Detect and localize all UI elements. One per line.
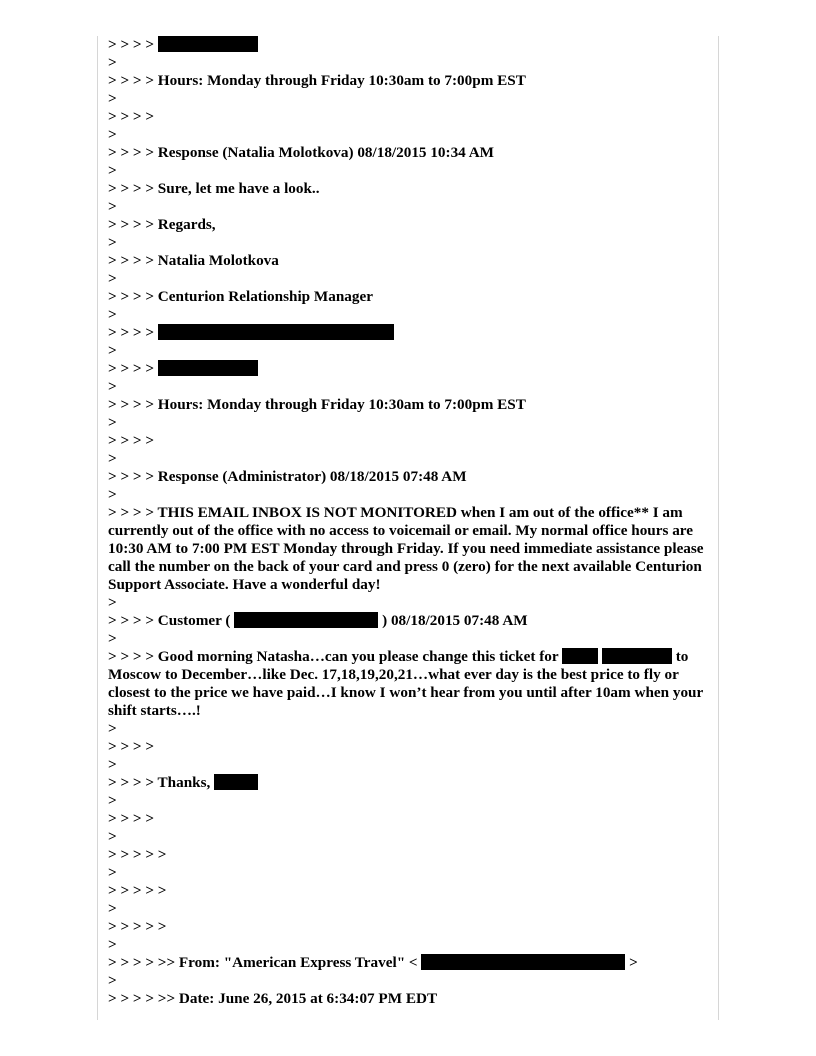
- redaction-box: [234, 612, 378, 628]
- quoted-text: > > > > Thanks,: [108, 774, 211, 791]
- redaction-box: [158, 360, 258, 376]
- hours-line: > > > > Hours: Monday through Friday 10:30am to 7:00pm EST: [108, 72, 526, 89]
- quoted-line: >: [108, 756, 117, 773]
- quoted-line: [108, 36, 712, 54]
- quoted-line: > > > >: [108, 432, 155, 449]
- quoted-line: > > > > >: [108, 846, 167, 863]
- quoted-text: > > > > Good morning Natasha…can you please change this ticket for: [108, 648, 559, 665]
- message-line: > > > > Sure, let me have a look..: [108, 180, 320, 197]
- message-line: > > > > Regards,: [108, 216, 216, 233]
- response-header: > > > > Response (Administrator) 08/18/2015 07:48 AM: [108, 468, 467, 485]
- quoted-line: >: [108, 936, 117, 953]
- redaction-box: [562, 648, 598, 664]
- quoted-line: >: [108, 828, 117, 845]
- quoted-text: > > > >: [108, 360, 155, 377]
- quoted-line: >: [108, 720, 117, 737]
- quoted-line: >: [108, 234, 117, 251]
- quoted-text: > > > >: [108, 36, 155, 53]
- quoted-line: >: [108, 864, 117, 881]
- customer-header: [108, 612, 712, 630]
- from-header: [108, 954, 712, 972]
- quoted-line: >: [108, 630, 117, 647]
- quoted-line: >: [108, 90, 117, 107]
- quoted-line: >: [108, 900, 117, 917]
- quoted-text: > > > >: [108, 324, 155, 341]
- email-thread-document: [108, 36, 712, 1008]
- quoted-line: > > > > >: [108, 882, 167, 899]
- hours-line: > > > > Hours: Monday through Friday 10:30am to 7:00pm EST: [108, 396, 526, 413]
- quoted-line: >: [108, 972, 117, 989]
- page-border-left: [97, 36, 98, 1020]
- quoted-line: >: [108, 162, 117, 179]
- quoted-line: >: [108, 54, 117, 71]
- quoted-line: >: [108, 486, 117, 503]
- quoted-line: [108, 360, 712, 378]
- quoted-line: > > > > >: [108, 918, 167, 935]
- quoted-line: >: [108, 198, 117, 215]
- quoted-line: >: [108, 306, 117, 323]
- quoted-line: >: [108, 414, 117, 431]
- quoted-line: >: [108, 594, 117, 611]
- quoted-text: ) 08/18/2015 07:48 AM: [382, 612, 528, 629]
- quoted-line: >: [108, 450, 117, 467]
- quoted-line: >: [108, 792, 117, 809]
- signature-name: > > > > Natalia Molotkova: [108, 252, 279, 269]
- page-border-right: [718, 36, 719, 1020]
- quoted-line: > > > >: [108, 738, 155, 755]
- customer-message: [108, 648, 712, 720]
- response-header: > > > > Response (Natalia Molotkova) 08/18/2015 10:34 AM: [108, 144, 495, 161]
- signature-title: > > > > Centurion Relationship Manager: [108, 288, 373, 305]
- quoted-text: > > > > Customer (: [108, 612, 231, 629]
- quoted-line: > > > >: [108, 810, 155, 827]
- auto-reply-paragraph: > > > > THIS EMAIL INBOX IS NOT MONITORED when I am out of the office** I am currently out of the office with no access to voicemail or email. My normal office hours are 10:30 AM to 7:00 PM EST Monday through Friday. If you need immediate assistance please call the number on the back of your card and press 0 (zero) for the next available Centurion Support Associate. Have a wonderful day!: [108, 504, 704, 593]
- quoted-line: >: [108, 126, 117, 143]
- quoted-text: >: [629, 954, 638, 971]
- redaction-box: [602, 648, 672, 664]
- quoted-line: [108, 324, 712, 342]
- redaction-box: [158, 36, 258, 52]
- date-header: > > > > >> Date: June 26, 2015 at 6:34:07 PM EDT: [108, 990, 438, 1007]
- redaction-box: [421, 954, 625, 970]
- redaction-box: [214, 774, 258, 790]
- quoted-text: > > > > >> From: "American Express Travel" <: [108, 954, 418, 971]
- thanks-line: [108, 774, 712, 792]
- quoted-line: >: [108, 270, 117, 287]
- quoted-line: >: [108, 378, 117, 395]
- quoted-line: >: [108, 342, 117, 359]
- quoted-line: > > > >: [108, 108, 155, 125]
- quoted-text: to Moscow to December…like Dec. 17,18,19,20,21…what ever day is the best price to fly or closest to the price we have paid…I know I won’t hear from you until after 10am when your shift starts….!: [108, 648, 703, 719]
- redaction-box: [158, 324, 394, 340]
